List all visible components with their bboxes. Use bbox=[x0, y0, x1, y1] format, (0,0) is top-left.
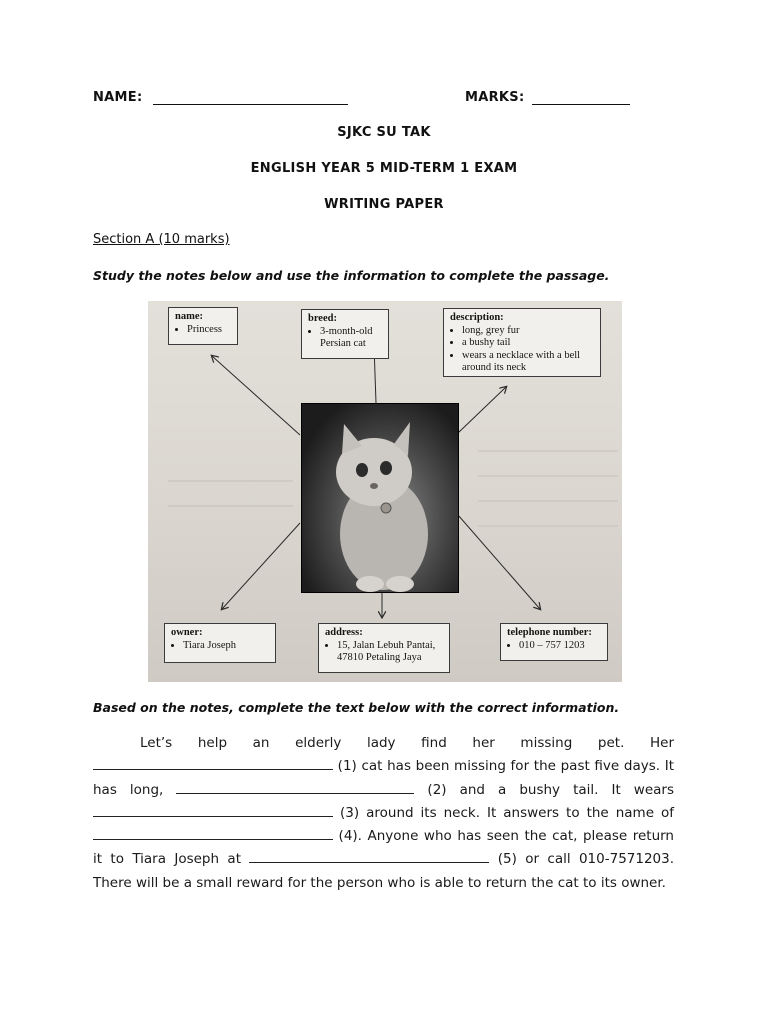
name-label bbox=[93, 90, 142, 105]
note-description-item: • long, grey fur bbox=[462, 325, 594, 338]
note-name bbox=[168, 307, 238, 345]
note-address-title: address: bbox=[325, 627, 363, 638]
note-name-title: name: bbox=[175, 311, 203, 322]
note-breed bbox=[301, 309, 389, 359]
marks-label-text: MARKS: bbox=[465, 90, 525, 105]
passage-text-5: (4). Anyone who has seen the cat, please return it to Tiara Joseph at bbox=[93, 828, 674, 868]
blank-2[interactable] bbox=[176, 779, 414, 794]
cat-photo bbox=[301, 403, 459, 593]
marks-blank[interactable] bbox=[532, 104, 630, 105]
arrow-to-telephone bbox=[458, 515, 540, 609]
note-name-item: • Princess bbox=[187, 324, 231, 337]
note-owner bbox=[164, 623, 276, 663]
arrow-to-owner bbox=[222, 523, 300, 609]
passage-text-3: (2) and a bushy tail. It wears bbox=[427, 781, 674, 798]
note-breed-title: breed: bbox=[308, 313, 337, 324]
blank-3[interactable] bbox=[93, 802, 333, 817]
passage-text-6: (5) or call 010-7571203. There will be a small reward for the person who is able to return the cat to its owner. bbox=[93, 851, 675, 891]
note-telephone bbox=[500, 623, 608, 661]
blank-5[interactable] bbox=[249, 848, 489, 863]
passage bbox=[93, 732, 674, 895]
note-address-item: • 15, Jalan Lebuh Pantai, 47810 Petaling Jaya bbox=[337, 640, 443, 665]
paper-title: WRITING PAPER bbox=[324, 197, 444, 212]
passage-text-1: Let’s help an elderly lady find her missing pet. Her bbox=[140, 735, 674, 751]
marks-label bbox=[465, 90, 524, 105]
notes-diagram-photo bbox=[148, 301, 622, 682]
note-description-item: • wears a necklace with a bell around its neck bbox=[462, 350, 594, 375]
blank-1[interactable] bbox=[93, 755, 333, 770]
blank-4[interactable] bbox=[93, 825, 333, 840]
note-telephone-item: • 010 – 757 1203 bbox=[519, 640, 601, 653]
exam-title: ENGLISH YEAR 5 MID-TERM 1 EXAM bbox=[250, 161, 518, 176]
passage-text-4: (3) around its neck. It answers to the name of bbox=[340, 804, 674, 821]
note-owner-title: owner: bbox=[171, 627, 203, 638]
name-blank[interactable] bbox=[153, 104, 348, 105]
section-title: Section A (10 marks) bbox=[93, 232, 230, 247]
note-address bbox=[318, 623, 450, 673]
passage-text-2: (1) cat has been missing for the past five days. It has long, bbox=[93, 758, 674, 798]
name-label-text: NAME: bbox=[93, 90, 143, 105]
note-description-title: description: bbox=[450, 312, 504, 323]
instruction-study-notes: Study the notes below and use the information to complete the passage. bbox=[93, 268, 610, 283]
arrow-to-name bbox=[212, 356, 300, 435]
instruction-complete-text: Based on the notes, complete the text below with the correct information. bbox=[93, 700, 620, 715]
note-breed-item: • 3-month-old Persian cat bbox=[320, 326, 382, 351]
kitten-image bbox=[302, 404, 458, 592]
note-owner-item: • Tiara Joseph bbox=[183, 640, 269, 653]
note-telephone-title: telephone number: bbox=[507, 627, 592, 638]
arrow-to-description bbox=[458, 387, 506, 433]
school-title: SJKC SU TAK bbox=[337, 125, 431, 140]
note-description bbox=[443, 308, 601, 377]
note-description-item: • a bushy tail bbox=[462, 337, 594, 350]
